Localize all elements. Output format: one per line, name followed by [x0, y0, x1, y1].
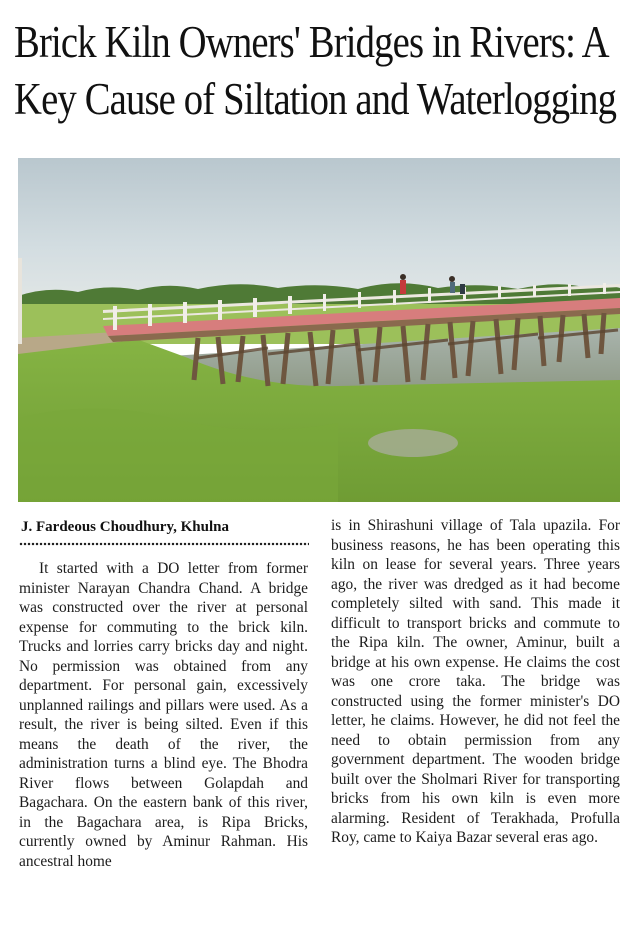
article-paragraph-2: is in Shirashuni village of Tala upazila. For business reasons, he has been operating this kiln on lease for several years. Three years ago, the river was dredged as it had become completely silted with sand. This made it difficult to transport bricks and commute to the Ripa kiln. The owner, Aminur, built a bridge at his own expense. He claims the cost was one crore taka. The bridge was constructed using the former minister's DO letter, he claims. However, he did not feel the need to obtain permission from any government department. The wooden bridge built over the Sholmari River for transporting bricks from his own kiln is even more alarming. Resident of Terakhada, Profulla Roy, came to Kaiya Bazar several eras ago.: [331, 517, 620, 846]
article-column-right: [331, 516, 620, 848]
article-column-left: [19, 559, 308, 871]
byline: J. Fardeous Choudhury, Khulna: [21, 519, 229, 535]
headline: [14, 14, 633, 128]
article-paragraph-1: It started with a DO letter from former minister Narayan Chandra Chand. A bridge was constructed over the river at personal expense for commuting to the brick kiln. Trucks and lorries carry bricks day and night. No permission was obtained from any department. For personal gain, excessively unplanned railings and pillars were used. As a result, the river is being silted. Even if this means the death of the river, the administration turns a blind eye. The Bhodra River flows between Golapdah and Bagachara. On the eastern bank of this river, in the Bagachara area, is Ripa Bricks, currently owned by Aminur Rahman. His ancestral home: [19, 560, 308, 870]
headline-line-2: Key Cause of Siltation and Waterlogging: [14, 74, 617, 124]
byline-divider: [19, 542, 309, 546]
bridge-photo: [18, 158, 620, 502]
headline-line-1: Brick Kiln Owners' Bridges in Rivers: A: [14, 17, 609, 67]
